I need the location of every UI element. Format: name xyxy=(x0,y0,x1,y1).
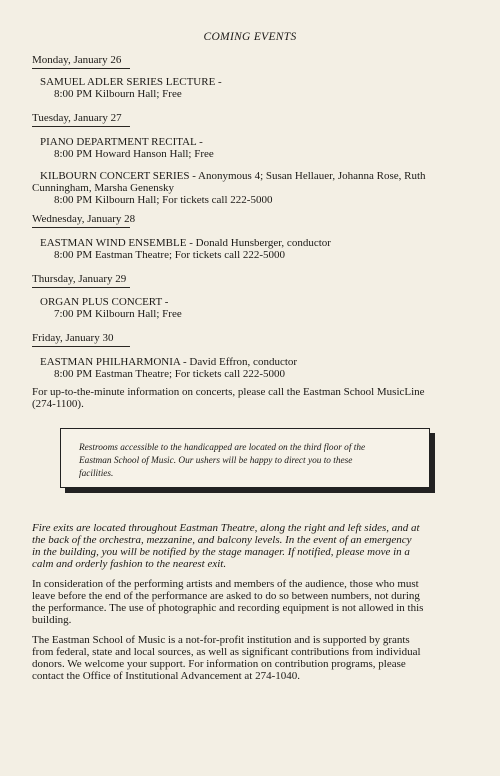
notice-line: Restrooms accessible to the handicapped are located on the third floor of the xyxy=(79,443,366,453)
event-details: 8:00 PM Kilbourn Hall; For tickets call 222-5000 xyxy=(54,194,273,206)
etiquette-line: leave before the end of the performance are asked to do so between numbers, not during xyxy=(32,590,420,602)
audience-etiquette-notice xyxy=(32,578,423,626)
event-name: EASTMAN WIND ENSEMBLE - Donald Hunsberger, conductor xyxy=(40,237,331,249)
page-title: COMING EVENTS xyxy=(203,31,297,43)
support-line: contact the Office of Institutional Advancement at 274-1040. xyxy=(32,670,300,682)
day-divider xyxy=(32,227,130,228)
event-kilbourn-series xyxy=(32,170,426,206)
fire-exit-notice xyxy=(32,522,420,570)
musicline-line: (274-1100). xyxy=(32,398,84,410)
nonprofit-support-notice xyxy=(32,634,421,682)
etiquette-line: the performance. The use of photographic and recording equipment is not allowed in this xyxy=(32,602,424,614)
event-details: 8:00 PM Eastman Theatre; For tickets call 222-5000 xyxy=(54,368,286,380)
event-details: 8:00 PM Howard Hanson Hall; Free xyxy=(54,148,214,160)
fire-line: the back of the orchestra, mezzanine, and balcony levels. In the event of an emergency xyxy=(32,534,412,546)
event-name: KILBOURN CONCERT SERIES - Anonymous 4; Susan Hellauer, Johanna Rose, Ruth xyxy=(40,170,426,182)
support-line: donors. We welcome your support. For information on contribution programs, please xyxy=(32,658,406,670)
event-details: 8:00 PM Eastman Theatre; For tickets call 222-5000 xyxy=(54,249,286,261)
event-name: EASTMAN PHILHARMONIA - David Effron, conductor xyxy=(40,356,298,368)
event-name: PIANO DEPARTMENT RECITAL - xyxy=(40,136,203,148)
day-divider xyxy=(32,287,130,288)
event-details: 7:00 PM Kilbourn Hall; Free xyxy=(54,308,182,320)
day-heading-wednesday: Wednesday, January 28 xyxy=(32,213,136,225)
support-line: from federal, state and local sources, as well as significant contributions from individual xyxy=(32,646,421,658)
day-divider xyxy=(32,126,130,127)
musicline-info xyxy=(32,386,425,410)
notice-line: Eastman School of Music. Our ushers will be happy to direct you to these xyxy=(79,456,353,466)
day-heading-tuesday: Tuesday, January 27 xyxy=(32,112,122,124)
event-piano-recital xyxy=(40,136,214,160)
fire-line: in the building, you will be notified by the stage manager. If notified, please move in a xyxy=(32,546,410,558)
event-organ-plus xyxy=(40,296,182,320)
event-adler-lecture xyxy=(40,76,222,100)
etiquette-line: building. xyxy=(32,614,72,626)
support-line: The Eastman School of Music is a not-for-profit institution and is supported by grants xyxy=(32,634,410,646)
event-name: SAMUEL ADLER SERIES LECTURE - xyxy=(40,76,222,88)
event-name-continued: Cunningham, Marsha Genensky xyxy=(32,182,175,194)
day-divider xyxy=(32,68,130,69)
fire-line: calm and orderly fashion to the nearest exit. xyxy=(32,558,227,570)
day-heading-monday: Monday, January 26 xyxy=(32,54,122,66)
accessibility-notice-box xyxy=(60,428,430,488)
etiquette-line: In consideration of the performing artists and members of the audience, those who must xyxy=(32,578,419,590)
notice-line: facilities. xyxy=(79,469,114,479)
day-heading-thursday: Thursday, January 29 xyxy=(32,273,127,285)
day-divider xyxy=(32,346,130,347)
day-heading-friday: Friday, January 30 xyxy=(32,332,114,344)
musicline-line: For up-to-the-minute information on concerts, please call the Eastman School MusicLine xyxy=(32,386,425,398)
accessibility-notice-text xyxy=(79,442,417,481)
event-details: 8:00 PM Kilbourn Hall; Free xyxy=(54,88,182,100)
fire-line: Fire exits are located throughout Eastman Theatre, along the right and left sides, and at xyxy=(32,522,420,534)
event-philharmonia xyxy=(40,356,297,380)
event-wind-ensemble xyxy=(40,237,331,261)
event-name: ORGAN PLUS CONCERT - xyxy=(40,296,169,308)
